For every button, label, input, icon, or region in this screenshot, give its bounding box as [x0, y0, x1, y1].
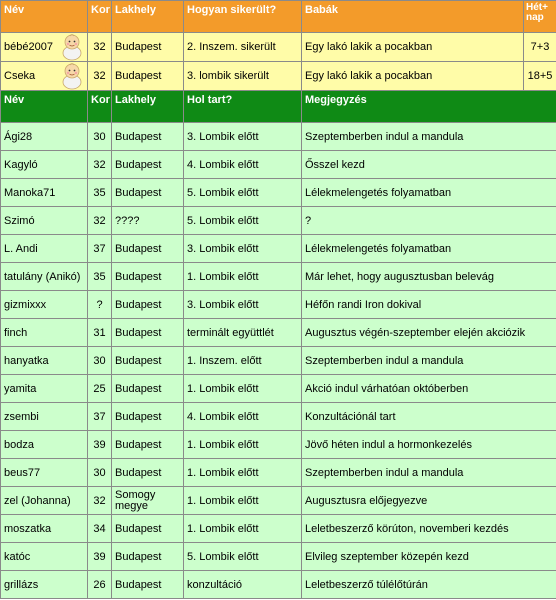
- main-header-row: [1, 91, 556, 123]
- member-city: Budapest: [112, 151, 184, 179]
- table-row: [1, 347, 556, 375]
- member-age: 32: [88, 151, 112, 179]
- member-city: Budapest: [112, 123, 184, 151]
- member-week: 7+3: [524, 33, 556, 62]
- column-header: Kor: [88, 91, 112, 123]
- table-row: [1, 235, 556, 263]
- member-city: Budapest: [112, 33, 184, 62]
- table-row: [1, 543, 556, 571]
- member-city: Budapest: [112, 431, 184, 459]
- member-note: Lélekmelengetés folyamatban: [302, 235, 556, 263]
- member-note: Szeptemberben indul a mandula: [302, 347, 556, 375]
- member-note: Már lehet, hogy augusztusban belevág: [302, 263, 556, 291]
- column-header: Lakhely: [112, 91, 184, 123]
- member-city: Budapest: [112, 515, 184, 543]
- column-header: Név: [1, 91, 88, 123]
- member-status: 5. Lombik előtt: [184, 179, 302, 207]
- member-name: zsembi: [1, 403, 88, 431]
- member-note: Szeptemberben indul a mandula: [302, 459, 556, 487]
- member-note: Elvileg szeptember közepén kezd: [302, 543, 556, 571]
- member-status: 1. Lombik előtt: [184, 375, 302, 403]
- member-city: Budapest: [112, 347, 184, 375]
- member-age: 32: [88, 487, 112, 515]
- member-name: Szimó: [1, 207, 88, 235]
- member-city: Budapest: [112, 263, 184, 291]
- table-row: [1, 459, 556, 487]
- member-name: Cseka: [1, 62, 88, 91]
- member-city: Budapest: [112, 235, 184, 263]
- member-age: 30: [88, 347, 112, 375]
- member-note: Augusztusra előjegyezve: [302, 487, 556, 515]
- table-row: [1, 431, 556, 459]
- member-note: Jövő héten indul a hormonkezelés: [302, 431, 556, 459]
- member-age: 37: [88, 403, 112, 431]
- member-result: 3. lombik sikerült: [184, 62, 302, 91]
- member-note: Leletbeszerző körúton, novemberi kezdés: [302, 515, 556, 543]
- member-week: 18+5: [524, 62, 556, 91]
- member-name: beus77: [1, 459, 88, 487]
- member-name: tatulány (Anikó): [1, 263, 88, 291]
- table-row: [1, 403, 556, 431]
- member-note: Leletbeszerző túlélőtúrán: [302, 571, 556, 599]
- member-status: 1. Lombik előtt: [184, 263, 302, 291]
- member-city: Budapest: [112, 291, 184, 319]
- member-babies: Egy lakó lakik a pocakban: [302, 33, 524, 62]
- column-header: Kor: [88, 1, 112, 33]
- member-note: Szeptemberben indul a mandula: [302, 123, 556, 151]
- member-age: 26: [88, 571, 112, 599]
- member-age: 35: [88, 179, 112, 207]
- member-status: 5. Lombik előtt: [184, 207, 302, 235]
- member-name: Manoka71: [1, 179, 88, 207]
- member-note: Lélekmelengetés folyamatban: [302, 179, 556, 207]
- member-city: Budapest: [112, 179, 184, 207]
- member-name: hanyatka: [1, 347, 88, 375]
- member-note: ?: [302, 207, 556, 235]
- member-status: 1. Inszem. előtt: [184, 347, 302, 375]
- member-city: ????: [112, 207, 184, 235]
- member-name: katóc: [1, 543, 88, 571]
- member-age: 32: [88, 207, 112, 235]
- member-city: Budapest: [112, 571, 184, 599]
- member-name: zel (Johanna): [1, 487, 88, 515]
- member-city: Budapest: [112, 543, 184, 571]
- member-age: 35: [88, 263, 112, 291]
- column-header: Név: [1, 1, 88, 33]
- member-note: Ősszel kezd: [302, 151, 556, 179]
- member-city: Budapest: [112, 62, 184, 91]
- table-row: [1, 515, 556, 543]
- member-name: L. Andi: [1, 235, 88, 263]
- member-status: 3. Lombik előtt: [184, 235, 302, 263]
- member-age: 32: [88, 33, 112, 62]
- member-note: Konzultációnál tart: [302, 403, 556, 431]
- member-status: 1. Lombik előtt: [184, 431, 302, 459]
- column-header: Hol tart?: [184, 91, 302, 123]
- member-name: finch: [1, 319, 88, 347]
- baby-icon: [59, 33, 85, 61]
- table-row: [1, 291, 556, 319]
- top-header-row: [1, 1, 556, 33]
- member-age: 30: [88, 459, 112, 487]
- baby-icon: [59, 62, 85, 90]
- member-age: 30: [88, 123, 112, 151]
- table-row: [1, 571, 556, 599]
- member-name: bébé2007: [1, 33, 88, 62]
- table-row: [1, 375, 556, 403]
- member-name: moszatka: [1, 515, 88, 543]
- member-babies: Egy lakó lakik a pocakban: [302, 62, 524, 91]
- top-row: [1, 62, 556, 91]
- column-header: Hogyan sikerült?: [184, 1, 302, 33]
- member-city: Budapest: [112, 319, 184, 347]
- member-status: 1. Lombik előtt: [184, 459, 302, 487]
- column-header: Babák: [302, 1, 524, 33]
- member-name: Kagyló: [1, 151, 88, 179]
- member-name: yamita: [1, 375, 88, 403]
- table-row: [1, 179, 556, 207]
- member-status: konzultáció: [184, 571, 302, 599]
- member-age: 32: [88, 62, 112, 91]
- member-note: Augusztus végén-szeptember elején akciózik: [302, 319, 556, 347]
- member-name: gizmixxx: [1, 291, 88, 319]
- table-row: [1, 207, 556, 235]
- member-age: ?: [88, 291, 112, 319]
- member-city: Budapest: [112, 375, 184, 403]
- member-status: 3. Lombik előtt: [184, 291, 302, 319]
- member-age: 25: [88, 375, 112, 403]
- member-city: Budapest: [112, 403, 184, 431]
- member-age: 39: [88, 431, 112, 459]
- member-result: 2. Inszem. sikerült: [184, 33, 302, 62]
- table-row: [1, 263, 556, 291]
- member-age: 39: [88, 543, 112, 571]
- member-city: Budapest: [112, 459, 184, 487]
- member-status: 1. Lombik előtt: [184, 515, 302, 543]
- member-status: 3. Lombik előtt: [184, 123, 302, 151]
- table-row: [1, 487, 556, 515]
- member-city: Somogy megye: [112, 487, 184, 515]
- member-status: 4. Lombik előtt: [184, 151, 302, 179]
- column-header: Hét+ nap: [524, 1, 556, 33]
- member-age: 37: [88, 235, 112, 263]
- member-note: Akció indul várhatóan októberben: [302, 375, 556, 403]
- column-header: Lakhely: [112, 1, 184, 33]
- top-row: [1, 33, 556, 62]
- table-row: [1, 319, 556, 347]
- member-status: 1. Lombik előtt: [184, 487, 302, 515]
- member-name: bodza: [1, 431, 88, 459]
- member-age: 31: [88, 319, 112, 347]
- table-row: [1, 151, 556, 179]
- member-age: 34: [88, 515, 112, 543]
- member-note: Héfőn randi Iron dokival: [302, 291, 556, 319]
- column-header: Megjegyzés: [302, 91, 556, 123]
- member-name: grillázs: [1, 571, 88, 599]
- member-status: 5. Lombik előtt: [184, 543, 302, 571]
- member-name: Ági28: [1, 123, 88, 151]
- member-status: 4. Lombik előtt: [184, 403, 302, 431]
- table-row: [1, 123, 556, 151]
- member-status: terminált együttlét: [184, 319, 302, 347]
